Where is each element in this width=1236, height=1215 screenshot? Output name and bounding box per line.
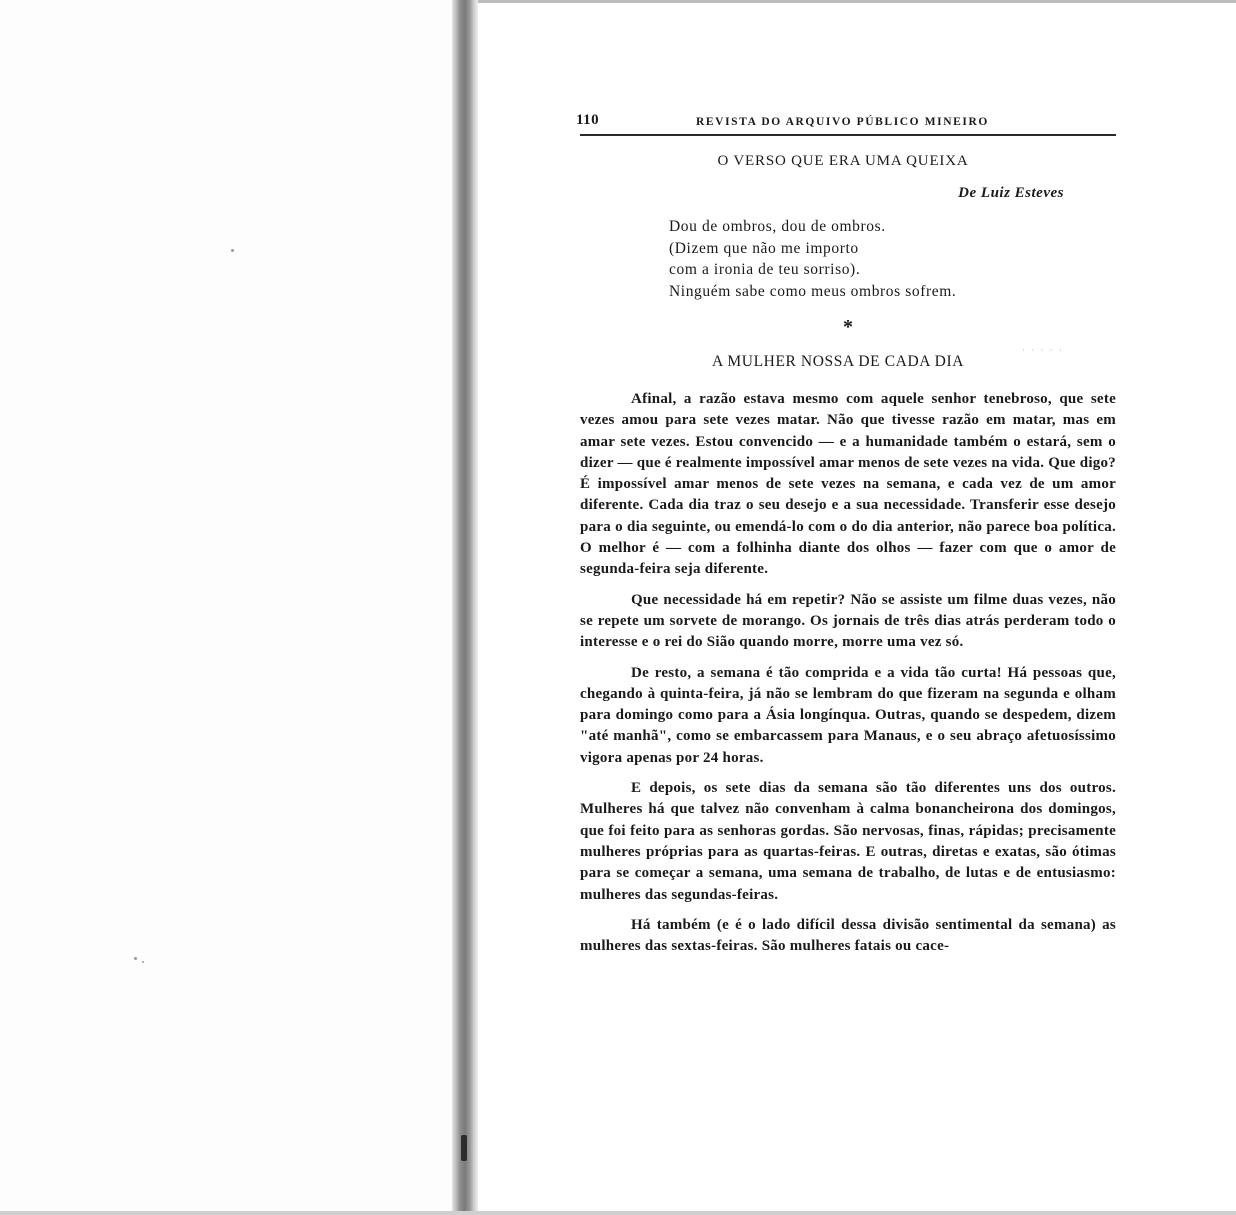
right-page [576,112,1116,966]
page-top-edge [478,0,1236,3]
page-number: 110 [576,112,600,128]
poem-body [669,216,1116,302]
book-binding-gutter [452,0,478,1215]
paper-speck [142,961,144,963]
poem-author: De Luiz Esteves [958,185,1064,201]
paper-speck [231,249,234,252]
page-bottom-edge [0,1211,1236,1215]
essay-title: A MULHER NOSSA DE CADA DIA [712,353,964,370]
journal-title: REVISTA DO ARQUIVO PÚBLICO MINEIRO [696,116,989,128]
essay-paragraph: Há também (e é o lado difícil dessa divisão sentimental da semana) as mulheres das sextas-feiras. São mulheres fatais ou cace- [580,916,1116,955]
poem-title: O VERSO QUE ERA UMA QUEIXA [717,153,969,169]
essay-body [580,389,1116,957]
essay-paragraph: Afinal, a razão estava mesmo com aquele senhor tenebroso, que sete vezes amou para sete vezes matar. Não que tivesse razão em matar, mas em amar sete vezes. Estou convencido — e a humanidade também o estará, sem o dizer — que é realmente impossível amar menos de sete vezes na vida. Que digo? É impossível amar menos de sete vezes na semana, e cada vez de um amor diferente. Cada dia traz o seu desejo e a sua necessidade. Transferir esse desejo para o dia seguinte, ou emendá-lo com o do dia anterior, não parece boa política. O melhor é — com a folhinha diante dos olhos — fazer com que o amor de segunda-feira seja diferente. [580,391,1116,578]
paper-speck [134,957,137,960]
poem-line: Ninguém sabe como meus ombros sofrem. [669,282,957,300]
poem-line: Dou de ombros, dou de ombros. [669,218,886,235]
essay-paragraph: Que necessidade há em repetir? Não se assiste um filme duas vezes, não se repete um sorvete de morango. Os jornais de três dias atrás perderam todo o interesse e o rei do Sião quando morre, morre uma vez só. [580,591,1116,651]
section-separator: * [843,316,853,338]
running-header [576,112,1116,136]
essay-paragraph: De resto, a semana é tão comprida e a vida tão curta! Há pessoas que, chegando à quinta-feira, já não se lembram do que fizeram na segunda e olham para domingo como para a Ásia longínqua. Outras, quando se despedem, dizem "até manhã", como se embarcassem para Manaus, e o seu abraço afetuosíssimo vigora apenas por 24 horas. [580,664,1116,766]
essay-paragraph: E depois, os sete dias da semana são tão diferentes uns dos outros. Mulheres há que talvez não convenham à calma bonancheirona dos domingos, que foi feito para as senhoras gordas. São nervosas, finas, rápidas; precisamente mulheres próprias para as quartas-feiras. E outras, diretas e exatas, são ótimas para se começar a semana, uma semana de trabalho, de lutas e de entusiasmo: mulheres das segundas-feiras. [580,780,1116,903]
blank-left-page [0,0,452,1215]
poem-line: (Dizem que não me importo [669,239,859,257]
poem-line: com a ironia de teu sorriso). [669,261,861,278]
faint-marks: · · · · · [1022,345,1064,355]
binding-mark [461,1135,467,1161]
